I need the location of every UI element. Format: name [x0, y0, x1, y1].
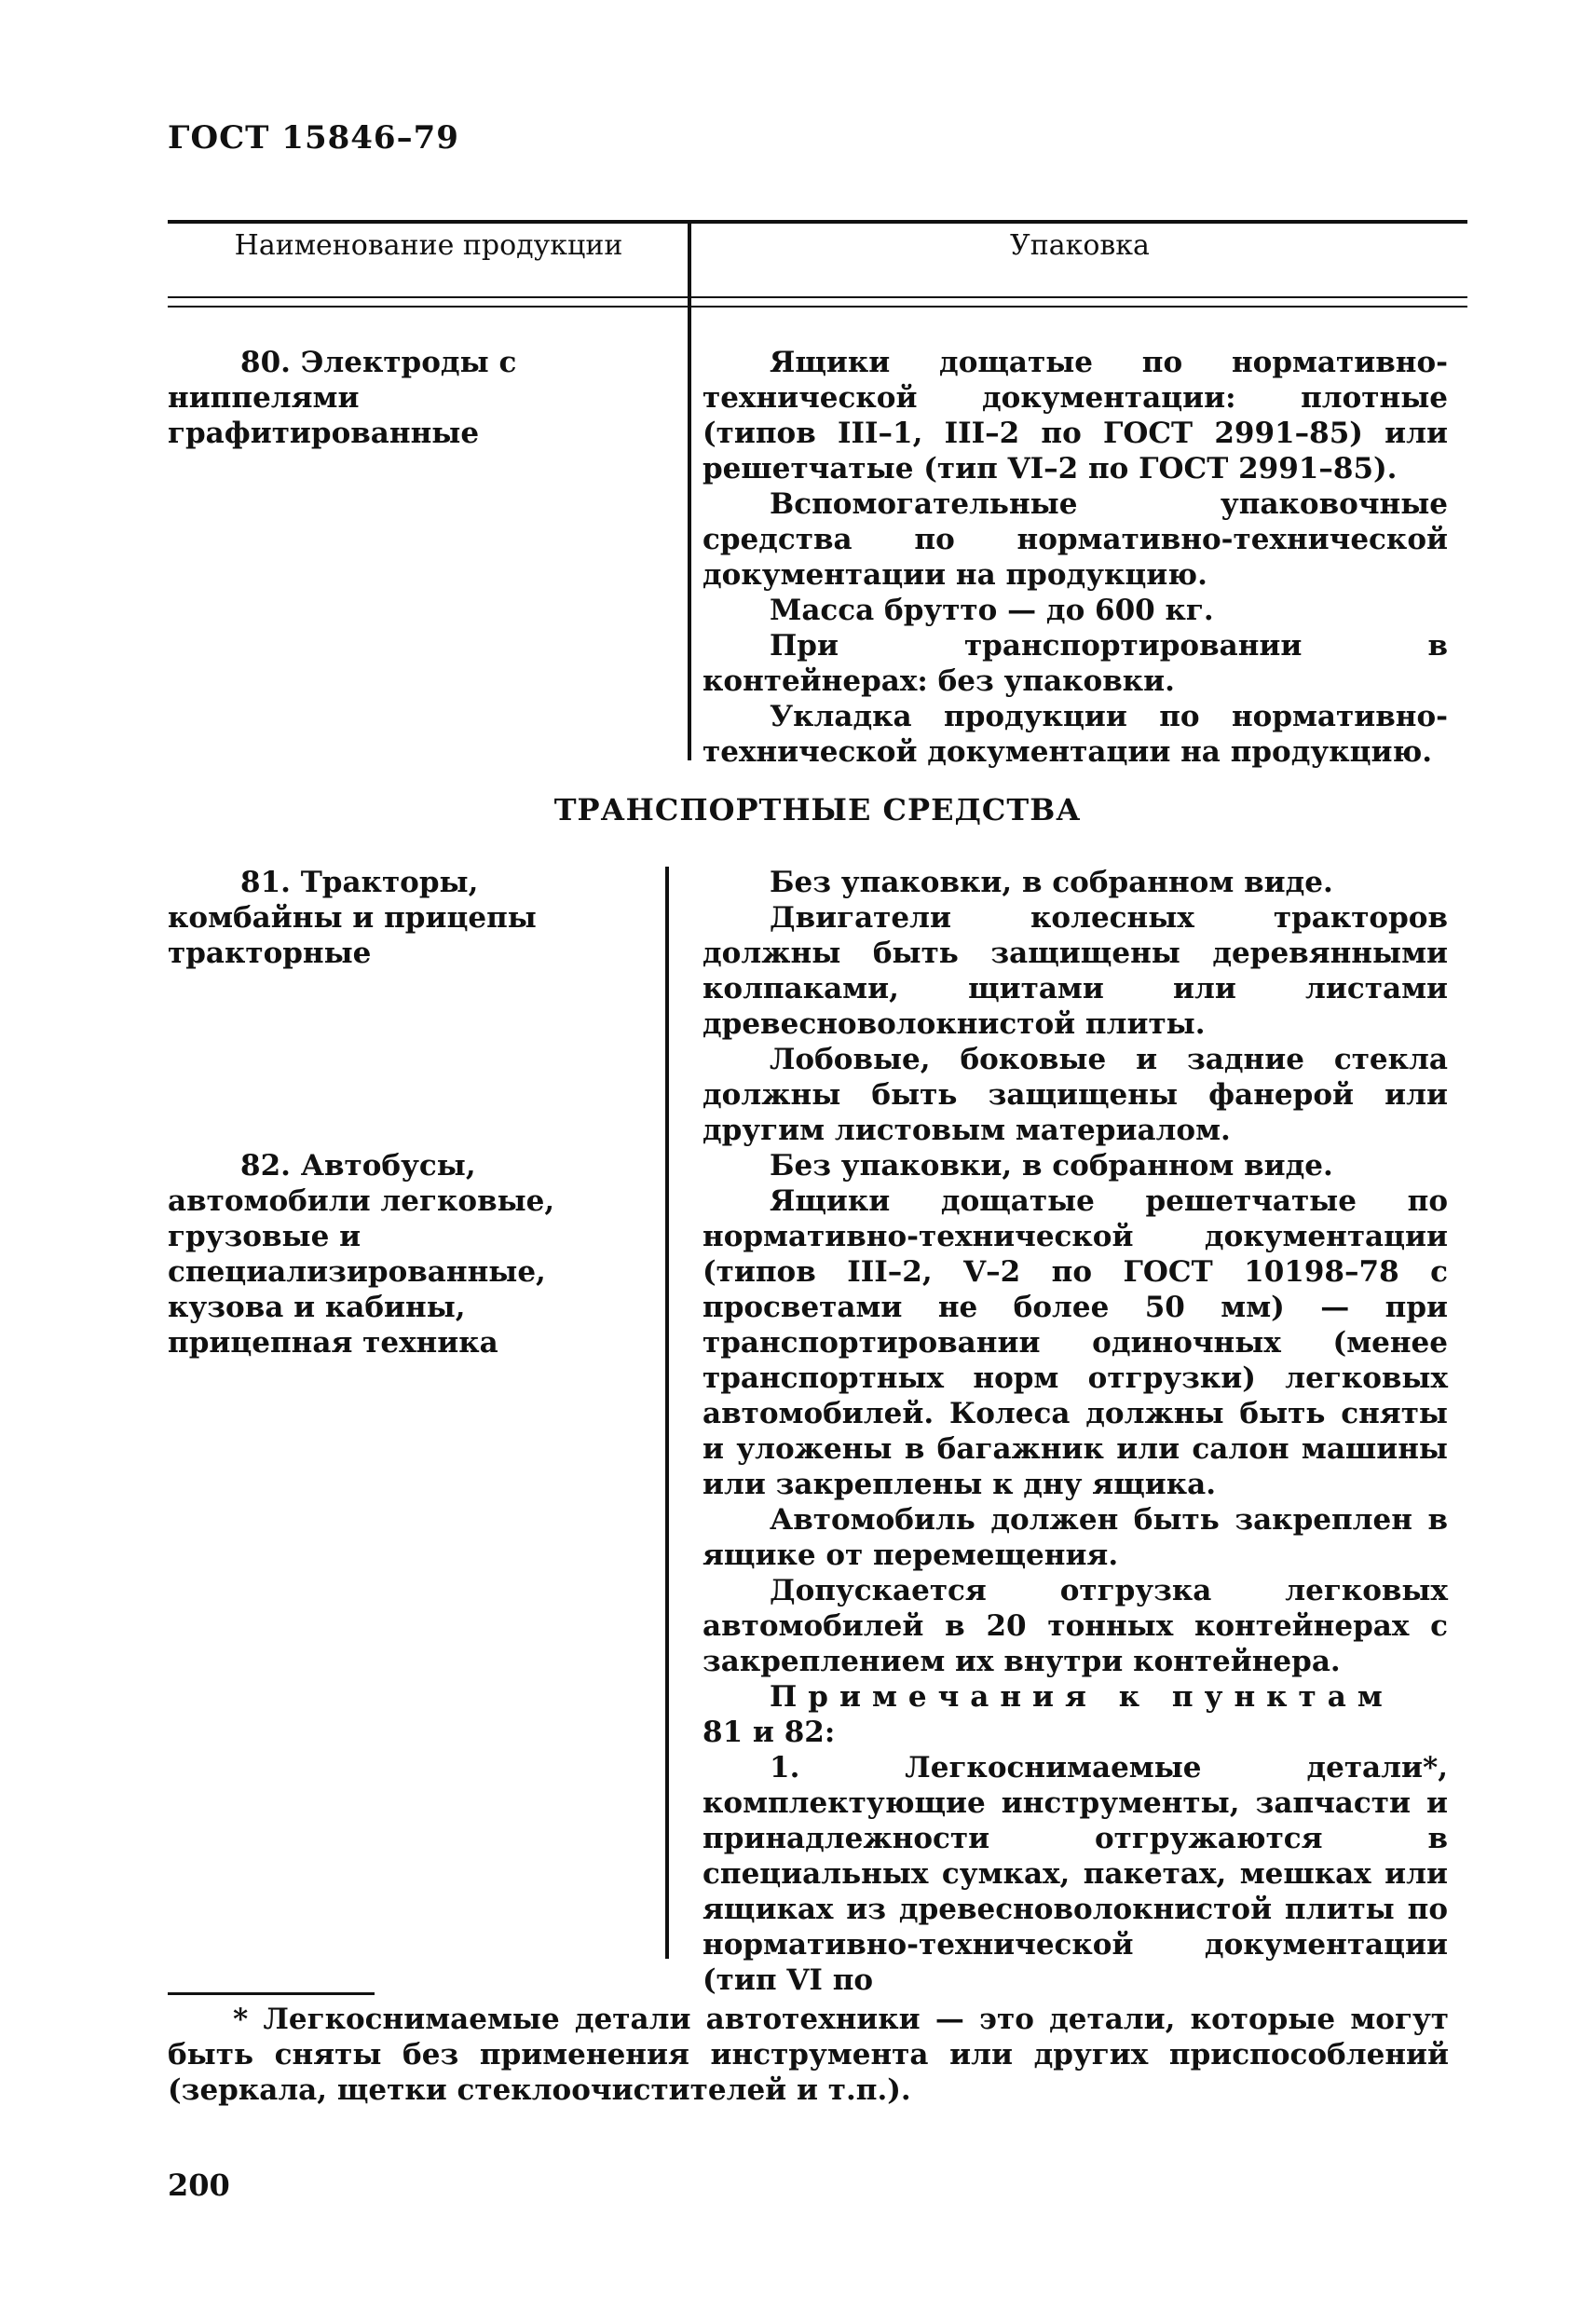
header-rule-2	[168, 306, 1467, 308]
footnote-rule	[168, 1992, 375, 1995]
column-header-product: Наименование продукции	[234, 229, 623, 262]
packing-82	[703, 1148, 1448, 1998]
packing-paragraph: Вспомогательные упаковочные средства по нормативно-технической документации на продукцию.	[703, 487, 1448, 592]
page-number: 200	[168, 2167, 230, 2203]
product-name-81	[168, 865, 652, 971]
product-name-text: 80. Электроды с ниппелями графитированные	[168, 346, 517, 450]
packing-paragraph: Лобовые, боковые и задние стекла должны быть защищены фанерой или другим листовым материалом.	[703, 1043, 1448, 1147]
packing-paragraph: Масса брутто — до 600 кг.	[770, 594, 1214, 627]
packing-paragraph: Ящики дощатые по нормативно-технической документации: плотные (типов III–1, III–2 по ГОСТ 2991–85) или решетчатые (тип VI–2 по ГОСТ 2991–85).	[703, 346, 1448, 485]
packing-paragraph: Двигатели колесных тракторов должны быть защищены деревянными колпаками, щитами или листами древесноволокнистой плиты.	[703, 901, 1448, 1041]
packing-paragraph: Ящики дощатые решетчатые по нормативно-технической документации (типов III–2, V–2 по ГОСТ 10198–78 с просветами не более 50 мм) — при транспортировании одиночных (менее транспортных норм отгрузки) легковых автомобилей. Колеса должны быть сняты и уложены в багажник или салон машины или закреплены к дну ящика.	[703, 1184, 1448, 1501]
product-name-80	[168, 345, 652, 451]
product-name-text: 81. Тракторы, комбайны и прицепы тракторные	[168, 866, 537, 970]
document-header: ГОСТ 15846–79	[168, 119, 459, 157]
product-name-text: 82. Автобусы, автомобили легковые, грузовые и специализированные, кузова и кабины, прицепная техника	[168, 1149, 555, 1360]
packing-paragraph: Автомобиль должен быть закреплен в ящике от перемещения.	[703, 1503, 1448, 1572]
column-divider-bottom	[665, 867, 669, 1959]
product-name-82	[168, 1148, 652, 1361]
packing-paragraph: При транспортировании в контейнерах: без упаковки.	[703, 629, 1448, 698]
packing-81	[703, 865, 1448, 1148]
packing-paragraph: Без упаковки, в собранном виде.	[770, 1149, 1333, 1183]
note-title-continuation: 81 и 82:	[703, 1716, 836, 1749]
packing-paragraph: Укладка продукции по нормативно-технической документации на продукцию.	[703, 700, 1448, 769]
table-top-rule	[168, 220, 1467, 224]
column-divider-top	[688, 220, 691, 760]
column-header-packing: Упаковка	[1010, 229, 1150, 262]
packing-80	[703, 345, 1448, 770]
footnote	[168, 2002, 1449, 2108]
header-rule-1	[168, 296, 1467, 298]
footnote-text: * Легкоснимаемые детали автотехники — это детали, которые могут быть сняты без применения инструмента или других приспособлений (зеркала, щетки стеклоочистителей и т.п.).	[168, 2003, 1449, 2107]
packing-paragraph: Без упаковки, в собранном виде.	[770, 866, 1333, 899]
note-item-1: 1. Легкоснимаемые детали*, комплектующие инструменты, запчасти и принадлежности отгружаются в специальных сумках, пакетах, мешках или ящиках из древесноволокнистой плиты по нормативно-технической документации (тип VI по	[703, 1751, 1448, 1997]
section-title: ТРАНСПОРТНЫЕ СРЕДСТВА	[553, 792, 1082, 827]
note-title: Примечания к пунктам	[770, 1680, 1394, 1714]
packing-paragraph: Допускается отгрузка легковых автомобилей в 20 тонных контейнерах с закреплением их внутри контейнера.	[703, 1574, 1448, 1678]
